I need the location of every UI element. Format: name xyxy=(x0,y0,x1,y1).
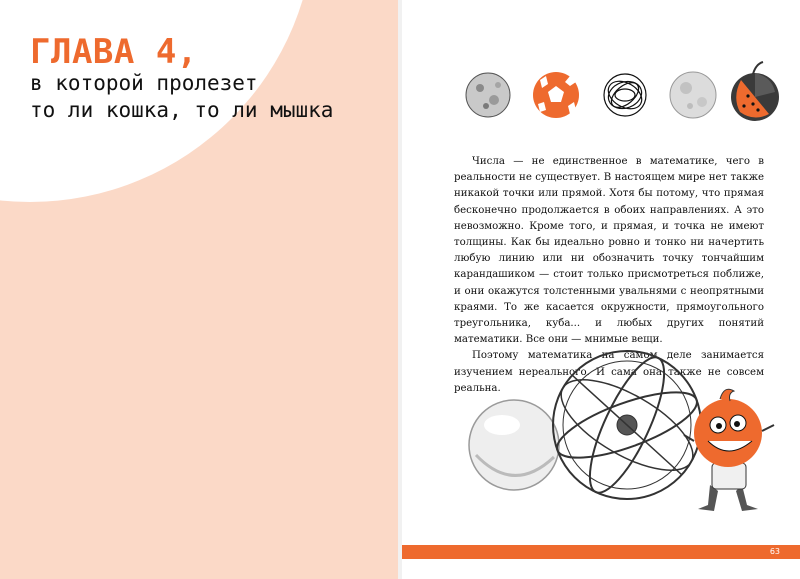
armillary-sphere-icon xyxy=(548,349,706,502)
right-page xyxy=(402,0,800,579)
full-moon-icon xyxy=(670,72,716,118)
chapter-title: ГЛАВА 4, xyxy=(30,32,198,72)
soccer-ball-icon xyxy=(533,72,579,118)
paragraph-2: Поэтому математика на самом деле занимается изучением нереального. И сама она также не совсем реальна. xyxy=(454,350,764,394)
chapter-subtitle-line-2: то ли кошка, то ли мышка xyxy=(30,98,334,122)
moon-icon xyxy=(466,73,510,117)
chapter-subtitle-line-1: в которой пролезет xyxy=(30,71,258,95)
scribble-ball-icon xyxy=(603,74,646,116)
watermelon-icon xyxy=(731,62,779,121)
glass-marble-icon xyxy=(469,400,559,490)
paragraph-1: Числа — не единственное в математике, чего в реальности не существует. В настоящем мире нет также никакой точки или прямой. Хотя бы потому, что прямая бесконечно продолжается в обоих направлениях. А это невозможно. Кроме того, и прямая, и точка не имеют толщины. Как бы идеально ровно и тонко ни начертить любую линию или ни обозначить точку тончайшим карандашиком — стоит только присмотреться поближе, и они окажутся толстенными увальнями с неопрятными краями. То же касается окружности, прямоугольного треугольника, куба... и любых других понятий математики. Все они — мнимые вещи. xyxy=(454,156,764,346)
footer-bar xyxy=(402,545,800,559)
page-number: 63 xyxy=(769,547,780,556)
left-page xyxy=(0,0,398,579)
sphere-icons-row xyxy=(450,52,780,132)
chapter-heading xyxy=(30,34,333,124)
illustration-group xyxy=(462,345,800,520)
